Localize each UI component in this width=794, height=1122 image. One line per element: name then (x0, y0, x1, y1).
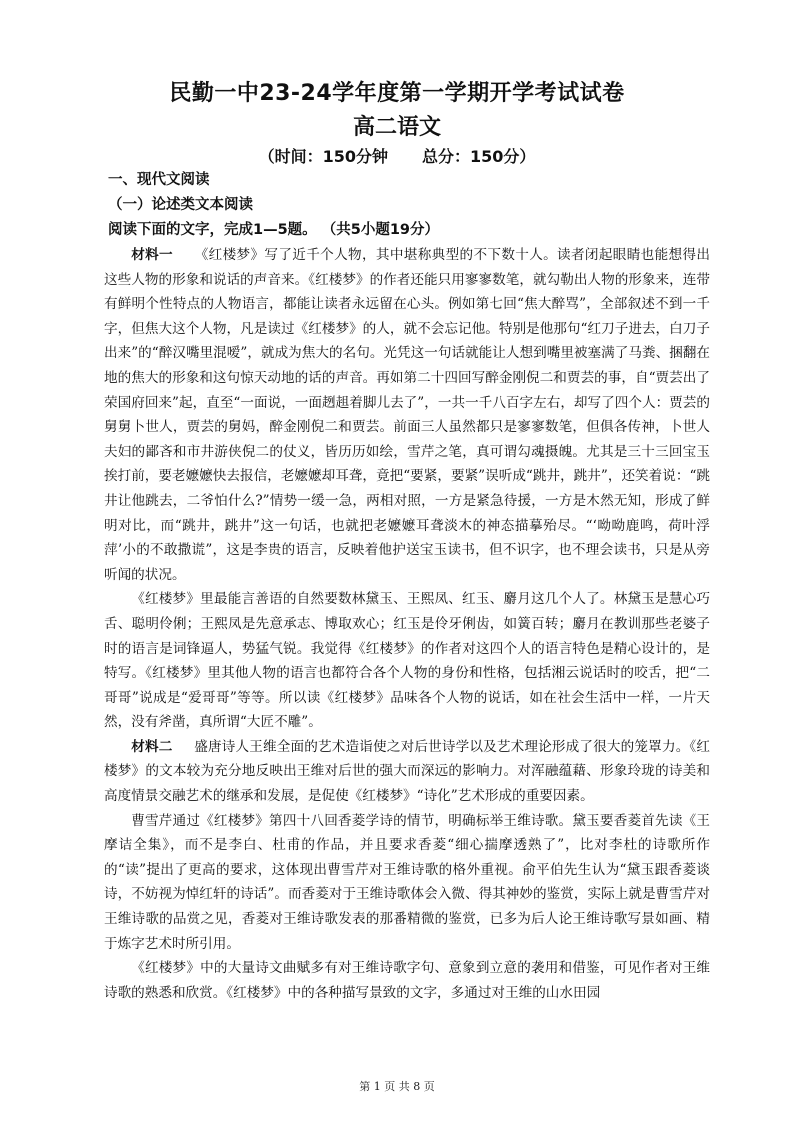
subsection-heading: （一）论述类文本阅读 (108, 197, 253, 213)
material-label: 材料一 (131, 247, 173, 263)
document-body (104, 168, 710, 1005)
page-subtitle: 高二语文 (352, 115, 441, 140)
page-title: 民勤一中23-24学年度第一学期开学考试试卷 (169, 81, 625, 106)
material-paragraph: 《红楼梦》里最能言善语的自然要数林黛玉、王熙凤、红玉、麝月这几个人了。林黛玉是慧心巧舌、聪明伶俐；王熙凤是先意承志、博取欢心；红玉是伶牙俐齿，如簧百转；麝月在教训那些老婆子时的语言是词锋逼人，势猛气锐。我觉得《红楼梦》的作者对这四个人的语言特色是精心设计的，是特写。《红楼梦》里其他人物的语言也都符合各个人物的身份和性格，包括湘云说话时的咬舌，把“二哥哥”说成是“爱哥哥”等等。所以读《红楼梦》品味各个人物的说话，如在社会生活中一样，一片天然，没有斧凿，真所谓“大匠不雕”。 (104, 591, 710, 731)
material-paragraph: 曹雪芹通过《红楼梦》第四十八回香菱学诗的情节，明确标举王维诗歌。黛玉要香菱首先读《王摩诘全集》，而不是李白、杜甫的作品，并且要求香菱“细心揣摩透熟了”，比对李杜的诗歌所作的“读”提出了更高的要求，这体现出曹雪芹对王维诗歌的格外重视。俞平伯先生认为“黛玉跟香菱谈诗，不妨视为悼红轩的诗话”。而香菱对于王维诗歌体会入微、得其神妙的鉴赏，实际上就是曹雪芹对王维诗歌的品赏之见，香菱对王维诗歌发表的那番精微的鉴赏，已多为后人论王维诗歌写景如画、精于炼字艺术时所引用。 (104, 812, 710, 952)
exam-meta (0, 144, 794, 167)
section-heading: 一、现代文阅读 (108, 172, 210, 188)
paragraph-text: 《红楼梦》写了近千个人物，其中堪称典型的不下数十人。读者闭起眼睛也能想得出这些人物的形象和说话的声音来。《红楼梦》的作者还能只用寥寥数笔，就勾勒出人物的形象来，连带有鲜明个性特点的人物语言，都能让读者永远留在心头。例如第七回“焦大醉骂”，全部叙述不到一千字，但焦大这个人物，凡是读过《红楼梦》的人，就不会忘记他。特别是他那句“红刀子进去，白刀子出来”的“醉汉嘴里混嗳”，就成为焦大的名句。光凭这一句话就能让人想到嘴里被塞满了马粪、捆翻在地的焦大的形象和这句惊天动地的话的声音。再如第二十四回写醉金刚倪二和贾芸的事，自“贾芸出了荣国府回来”起，直至“一面说，一面趔趄着脚儿去了”，一共一千八百字左右，却写了四个人：贾芸的舅舅卜世人，贾芸的舅妈，醉金刚倪二和贾芸。前面三人虽然都只是寥寥数笔，但俱各传神，卜世人夫妇的鄙吝和市井游侠倪二的仗义，皆历历如绘，雪芹之笔，真可谓勾魂摄魄。尤其是三十三回宝玉挨打前，要老嬷嬷快去报信，老嬷嬷却耳聋，竟把“要紧，要紧”误听成“跳井，跳井”，还笑着说：“跳井让他跳去，二爷怕什么?”情势一缓一急，两相对照，一方是紧急待援，一方是木然无知，形成了鲜明对比，而“跳井，跳井”这一句话，也就把老嬷嬷耳聋淡木的神态描摹殆尽。“‘呦呦鹿鸣，荷叶浮萍’小的不敢撒谎”，这是李贵的语言，反映着他护送宝玉读书，但不识字，也不理会读书，只是从旁听闻的状况。 (104, 247, 711, 583)
paragraph-text: 盛唐诗人王维全面的艺术造诣使之对后世诗学以及艺术理论形成了很大的笼罩力。《红楼梦》的文本较为充分地反映出王维对后世的强大而深远的影响力。对浑融蕴藉、形象玲珑的诗美和高度情景交融艺术的继承和发展，是促使《红楼梦》“诗化”艺术形成的重要因素。 (104, 738, 711, 805)
question-instruction: 阅读下面的文字，完成1—5题。 （共5小题19分） (108, 222, 439, 238)
material-paragraph (104, 735, 710, 809)
material-paragraph (104, 243, 710, 587)
material-label: 材料二 (131, 738, 173, 755)
exam-score: 总分：150分） (422, 147, 536, 166)
page-footer: 第 1 页 共 8 页 (359, 1080, 435, 1093)
material-paragraph: 《红楼梦》中的大量诗文曲赋多有对王维诗歌字句、意象到立意的袭用和借鉴，可见作者对王维诗歌的熟悉和欣赏。《红楼梦》中的各种描写景致的文字，多通过对王维的山水田园 (104, 960, 710, 1001)
exam-time: （时间：150分钟 (258, 147, 388, 166)
